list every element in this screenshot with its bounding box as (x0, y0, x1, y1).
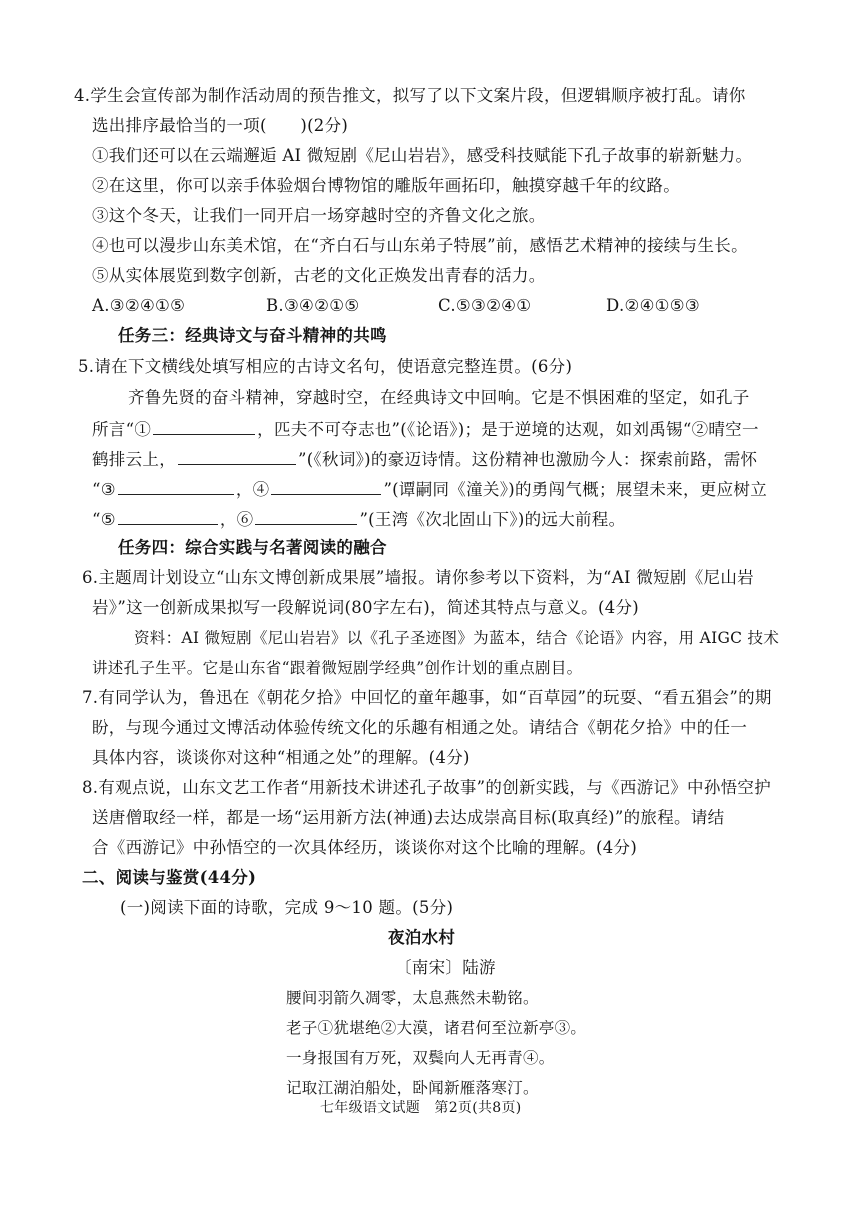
q5-paragraph-line2 (92, 416, 759, 442)
q4-option-d: D.②④①⑤③ (606, 296, 700, 315)
q5-text: “⑤ (92, 510, 116, 529)
q7-stem-line1: 7.有同学认为，鲁迅在《朝花夕拾》中回忆的童年趣事，如“百草园”的玩耍、“看五猖会”的期 (82, 688, 772, 707)
answer-blank-5[interactable] (118, 506, 218, 525)
q8-stem-line3: 合《西游记》中孙悟空的一次具体经历，谈谈你对这个比喻的理解。(4分) (92, 838, 638, 857)
q4-sentence-4: ④也可以漫步山东美术馆，在“齐白石与山东弟子特展”前，感悟艺术精神的接续与生长。 (92, 236, 748, 255)
q7-stem-line3: 具体内容，谈谈你对这种“相通之处”的理解。(4分) (92, 748, 470, 767)
q4-stem-line1: 4.学生会宣传部为制作活动周的预告推文，拟写了以下文案片段，但逻辑顺序被打乱。请你 (74, 86, 746, 105)
q4-option-a: A.③②④①⑤ (92, 296, 186, 315)
q8-stem-line2: 送唐僧取经一样，都是一场“运用新方法(神通)去达成崇高目标(取真经)”的旅程。请结 (92, 808, 725, 827)
poem-line-3: 一身报国有万死，双鬓向人无再青④。 (286, 1049, 555, 1067)
task3-heading: 任务三：经典诗文与奋斗精神的共鸣 (118, 326, 387, 345)
q4-option-c: C.⑤③②④① (438, 296, 532, 315)
q5-text: ”(谭嗣同《潼关》)的勇闯气概；展望未来，更应树立 (383, 480, 767, 499)
q5-text: 所言“① (92, 420, 152, 439)
q4-stem-line2: 选出排序最恰当的一项( )(2分) (92, 116, 349, 135)
q5-text: ，匹夫不可夺志也”(《论语》)；是于逆境的达观，如刘禹锡“②晴空一 (257, 420, 759, 439)
task4-heading: 任务四：综合实践与名著阅读的融合 (118, 538, 387, 557)
q5-paragraph-line4 (92, 476, 767, 502)
q4-sentence-5: ⑤从实体展览到数字创新，古老的文化正焕发出青春的活力。 (92, 266, 546, 285)
q4-sentence-3: ③这个冬天，让我们一同开启一场穿越时空的齐鲁文化之旅。 (92, 206, 546, 225)
q4-option-b: B.③④②①⑤ (266, 296, 360, 315)
answer-blank-3[interactable] (118, 476, 234, 495)
q5-text: ，④ (235, 480, 270, 499)
q6-stem-line2: 岩》”这一创新成果拟写一段解说词(80字左右)，简述其特点与意义。(4分) (92, 598, 640, 617)
poem-line-2: 老子①犹堪绝②大漠，诸君何至泣新亭③。 (286, 1019, 587, 1037)
q5-text: ”(《秋词》)的豪迈诗情。这份精神也激励今人：探索前路，需怀 (298, 450, 758, 469)
q6-material-line2: 讲述孔子生平。它是山东省“跟着微短剧学经典”创作计划的重点剧目。 (92, 659, 583, 677)
answer-blank-2[interactable] (178, 446, 296, 465)
poem-line-1: 腰间羽箭久凋零，太息燕然未勒铭。 (286, 989, 539, 1007)
answer-blank-6[interactable] (255, 506, 357, 525)
q5-paragraph-line5 (92, 506, 625, 532)
page-footer: 七年级语文试题 第2页(共8页) (320, 1100, 522, 1116)
q7-stem-line2: 盼，与现今通过文博活动体验传统文化的乐趣有相通之处。请结合《朝花夕拾》中的任一 (92, 718, 748, 737)
answer-blank-4[interactable] (271, 476, 381, 495)
section2-heading: 二、阅读与鉴赏(44分) (82, 868, 257, 887)
q6-stem-line1: 6.主题周计划设立“山东文博创新成果展”墙报。请你参考以下资料，为“AI 微短剧《尼山岩 (82, 568, 754, 587)
q5-paragraph-line3 (92, 446, 757, 472)
poem-line-4: 记取江湖泊船处，卧闻新雁落寒汀。 (286, 1079, 539, 1097)
q5-text: ，⑥ (219, 510, 254, 529)
part1-intro: (一)阅读下面的诗歌，完成 9～10 题。(5分) (120, 898, 454, 917)
poem-author: 〔南宋〕陆游 (395, 958, 496, 977)
q5-text: ”(王湾《次北固山下》)的远大前程。 (359, 510, 626, 529)
q5-paragraph-line1: 齐鲁先贤的奋斗精神，穿越时空，在经典诗文中回响。它是不惧困难的坚定，如孔子 (128, 388, 750, 407)
q8-stem-line1: 8.有观点说，山东文艺工作者“用新技术讲述孔子故事”的创新实践，与《西游记》中孙悟空护 (82, 778, 772, 797)
q4-sentence-2: ②在这里，你可以亲手体验烟台博物馆的雕版年画拓印，触摸穿越千年的纹路。 (92, 176, 680, 195)
q5-text: 鹤排云上， (92, 450, 176, 469)
answer-blank-1[interactable] (153, 416, 255, 435)
q5-text: “③ (92, 480, 116, 499)
q5-stem: 5.请在下文横线处填写相应的古诗文名句，使语意完整连贯。(6分) (78, 357, 573, 376)
q6-material-line1: 资料：AI 微短剧《尼山岩岩》以《孔子圣迹图》为蓝本，结合《论语》内容，用 AIGC 技术 (134, 629, 780, 647)
poem-title: 夜泊水村 (388, 928, 456, 947)
q4-sentence-1: ①我们还可以在云端邂逅 AI 微短剧《尼山岩岩》，感受科技赋能下孔子故事的崭新魅力。 (92, 146, 753, 165)
